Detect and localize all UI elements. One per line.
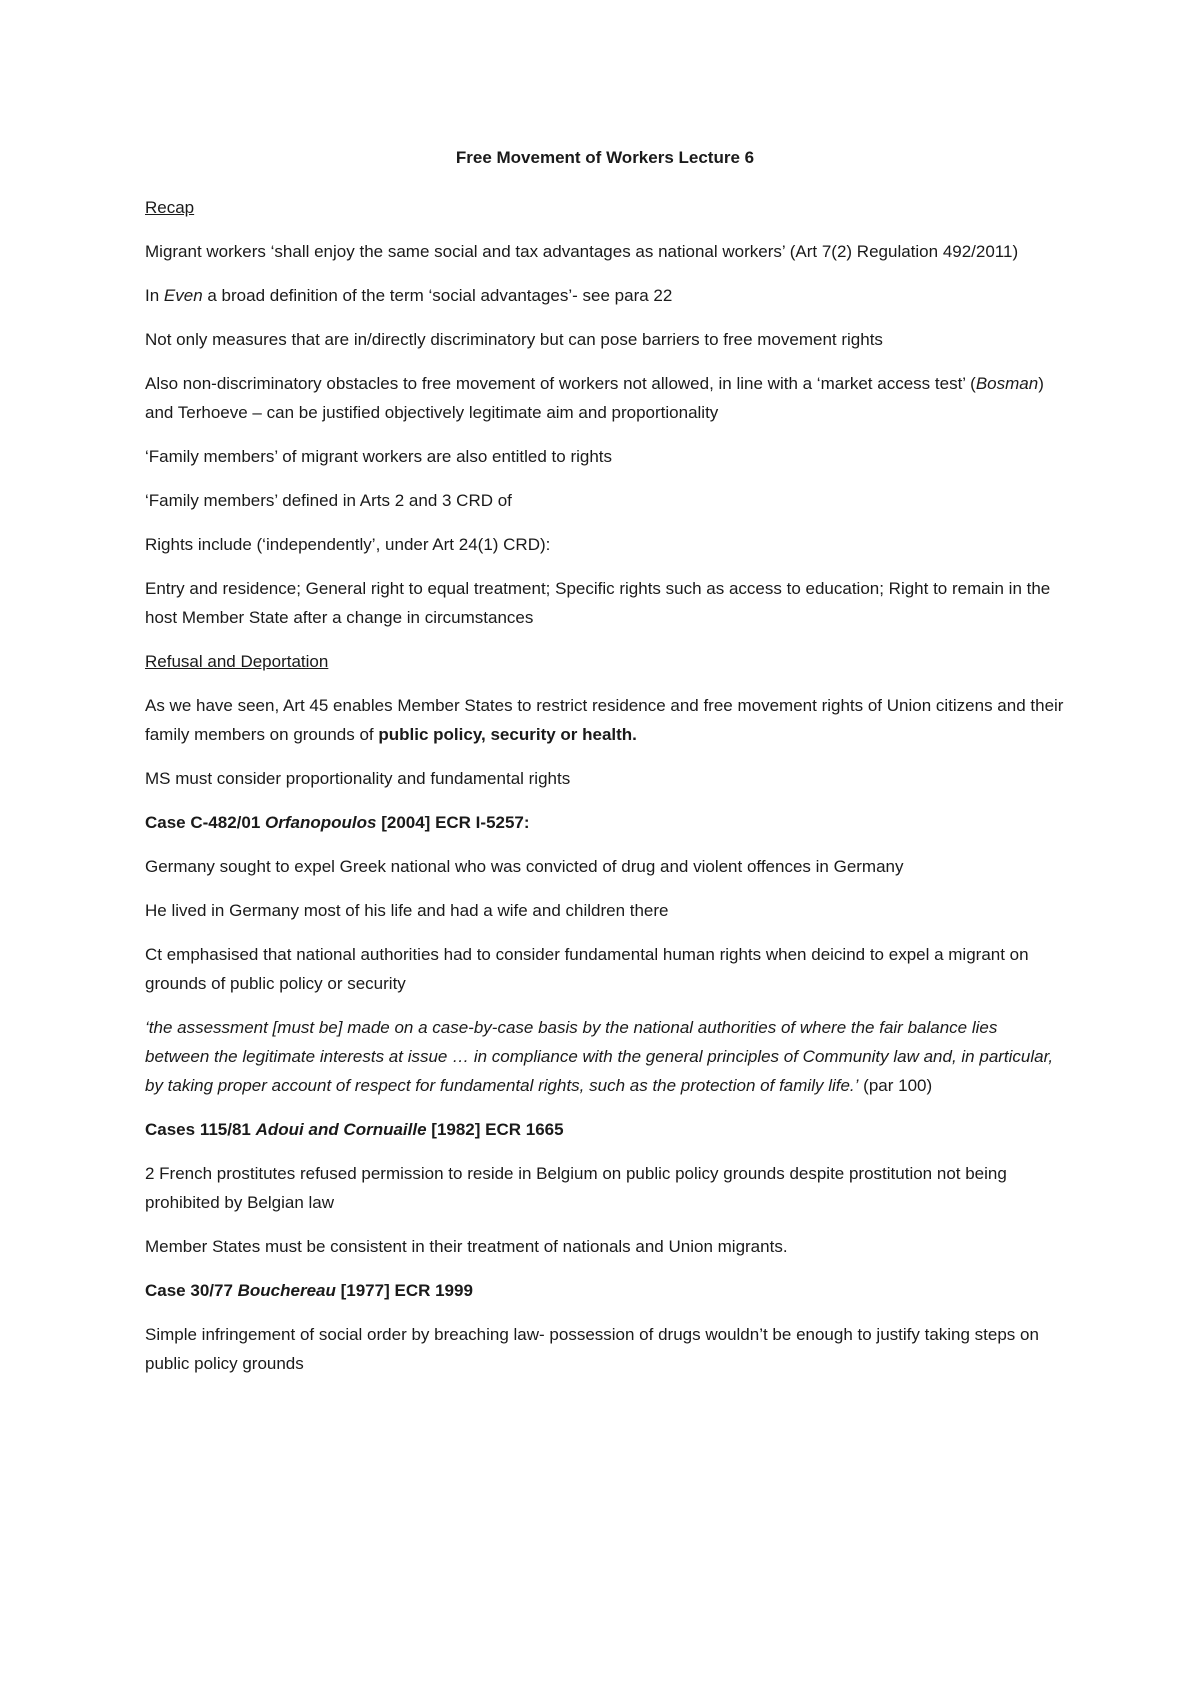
text-run: Also non-discriminatory obstacles to free movement of workers not allowed, in line with a ‘market access test’ ( [145, 374, 976, 393]
paragraph: Member States must be consistent in their treatment of nationals and Union migrants. [145, 1237, 788, 1256]
paragraph: Simple infringement of social order by breaching law- possession of drugs wouldn’t be enough to justify taking steps on public policy grounds [145, 1325, 1039, 1373]
refusal-heading [145, 647, 1065, 676]
text-run: ) and Terhoeve – can be justified objectively legitimate aim and proportionality [145, 374, 1044, 422]
paragraph: 2 French prostitutes refused permission to reside in Belgium on public policy grounds despite prostitution not being prohibited by Belgian law [145, 1164, 1007, 1212]
case-name: Adoui and Cornuaille [255, 1120, 427, 1139]
paragraph: Ct emphasised that national authorities had to consider fundamental human rights when deicind to expel a migrant on grounds of public policy or security [145, 945, 1029, 993]
case-citation: [1977] ECR 1999 [335, 1281, 473, 1300]
case-citation: [2004] ECR I-5257: [376, 813, 530, 832]
paragraph [145, 369, 1065, 427]
case-citation: [1982] ECR 1665 [426, 1120, 564, 1139]
paragraph: ‘Family members’ defined in Arts 2 and 3 CRD of [145, 491, 512, 510]
case-heading [145, 1115, 1065, 1144]
text-run: In [145, 286, 164, 305]
paragraph: Germany sought to expel Greek national who was convicted of drug and violent offences in Germany [145, 857, 904, 876]
paragraph [145, 691, 1065, 749]
quote-paragraph [145, 1013, 1065, 1100]
case-name: Orfanopoulos [265, 813, 377, 832]
refusal-heading-text: Refusal and Deportation [145, 652, 329, 671]
case-name: Bouchereau [237, 1281, 336, 1300]
paragraph: Migrant workers ‘shall enjoy the same social and tax advantages as national workers’ (Art 7(2) Regulation 492/2011) [145, 242, 1019, 261]
quote-text: ‘the assessment [must be] made on a case-by-case basis by the national authorities of where the fair balance lies between the legitimate interests at issue … in compliance with the general principles of Community law and, in particular, by taking proper account of respect for fundamental rights, such as the protection of family life.’ [145, 1018, 1054, 1095]
case-number: Case C-482/01 [145, 813, 266, 832]
paragraph: Entry and residence; General right to equal treatment; Specific rights such as access to education; Right to remain in the host Member State after a change in circumstances [145, 579, 1051, 627]
bold-phrase: public policy, security or health. [378, 725, 637, 744]
recap-heading-text: Recap [145, 198, 195, 217]
case-heading [145, 1276, 1065, 1305]
case-heading [145, 808, 1065, 837]
document-title: Free Movement of Workers Lecture 6 [455, 148, 755, 167]
paragraph: MS must consider proportionality and fundamental rights [145, 769, 571, 788]
case-name: Even [163, 286, 203, 305]
paragraph: Not only measures that are in/directly discriminatory but can pose barriers to free movement rights [145, 330, 883, 349]
document-page [145, 140, 1065, 1393]
quote-reference: (par 100) [858, 1076, 933, 1095]
text-run: As we have seen, Art 45 enables Member States to restrict residence and free movement rights of Union citizens and their family members on grounds of [145, 696, 1064, 744]
recap-heading [145, 193, 1065, 222]
text-run: a broad definition of the term ‘social advantages’- see para 22 [202, 286, 673, 305]
paragraph [145, 281, 1065, 310]
case-name: Bosman [975, 374, 1039, 393]
paragraph: Rights include (‘independently’, under Art 24(1) CRD): [145, 535, 551, 554]
paragraph: He lived in Germany most of his life and had a wife and children there [145, 901, 669, 920]
case-number: Cases 115/81 [145, 1120, 256, 1139]
paragraph: ‘Family members’ of migrant workers are also entitled to rights [145, 447, 613, 466]
case-number: Case 30/77 [145, 1281, 238, 1300]
